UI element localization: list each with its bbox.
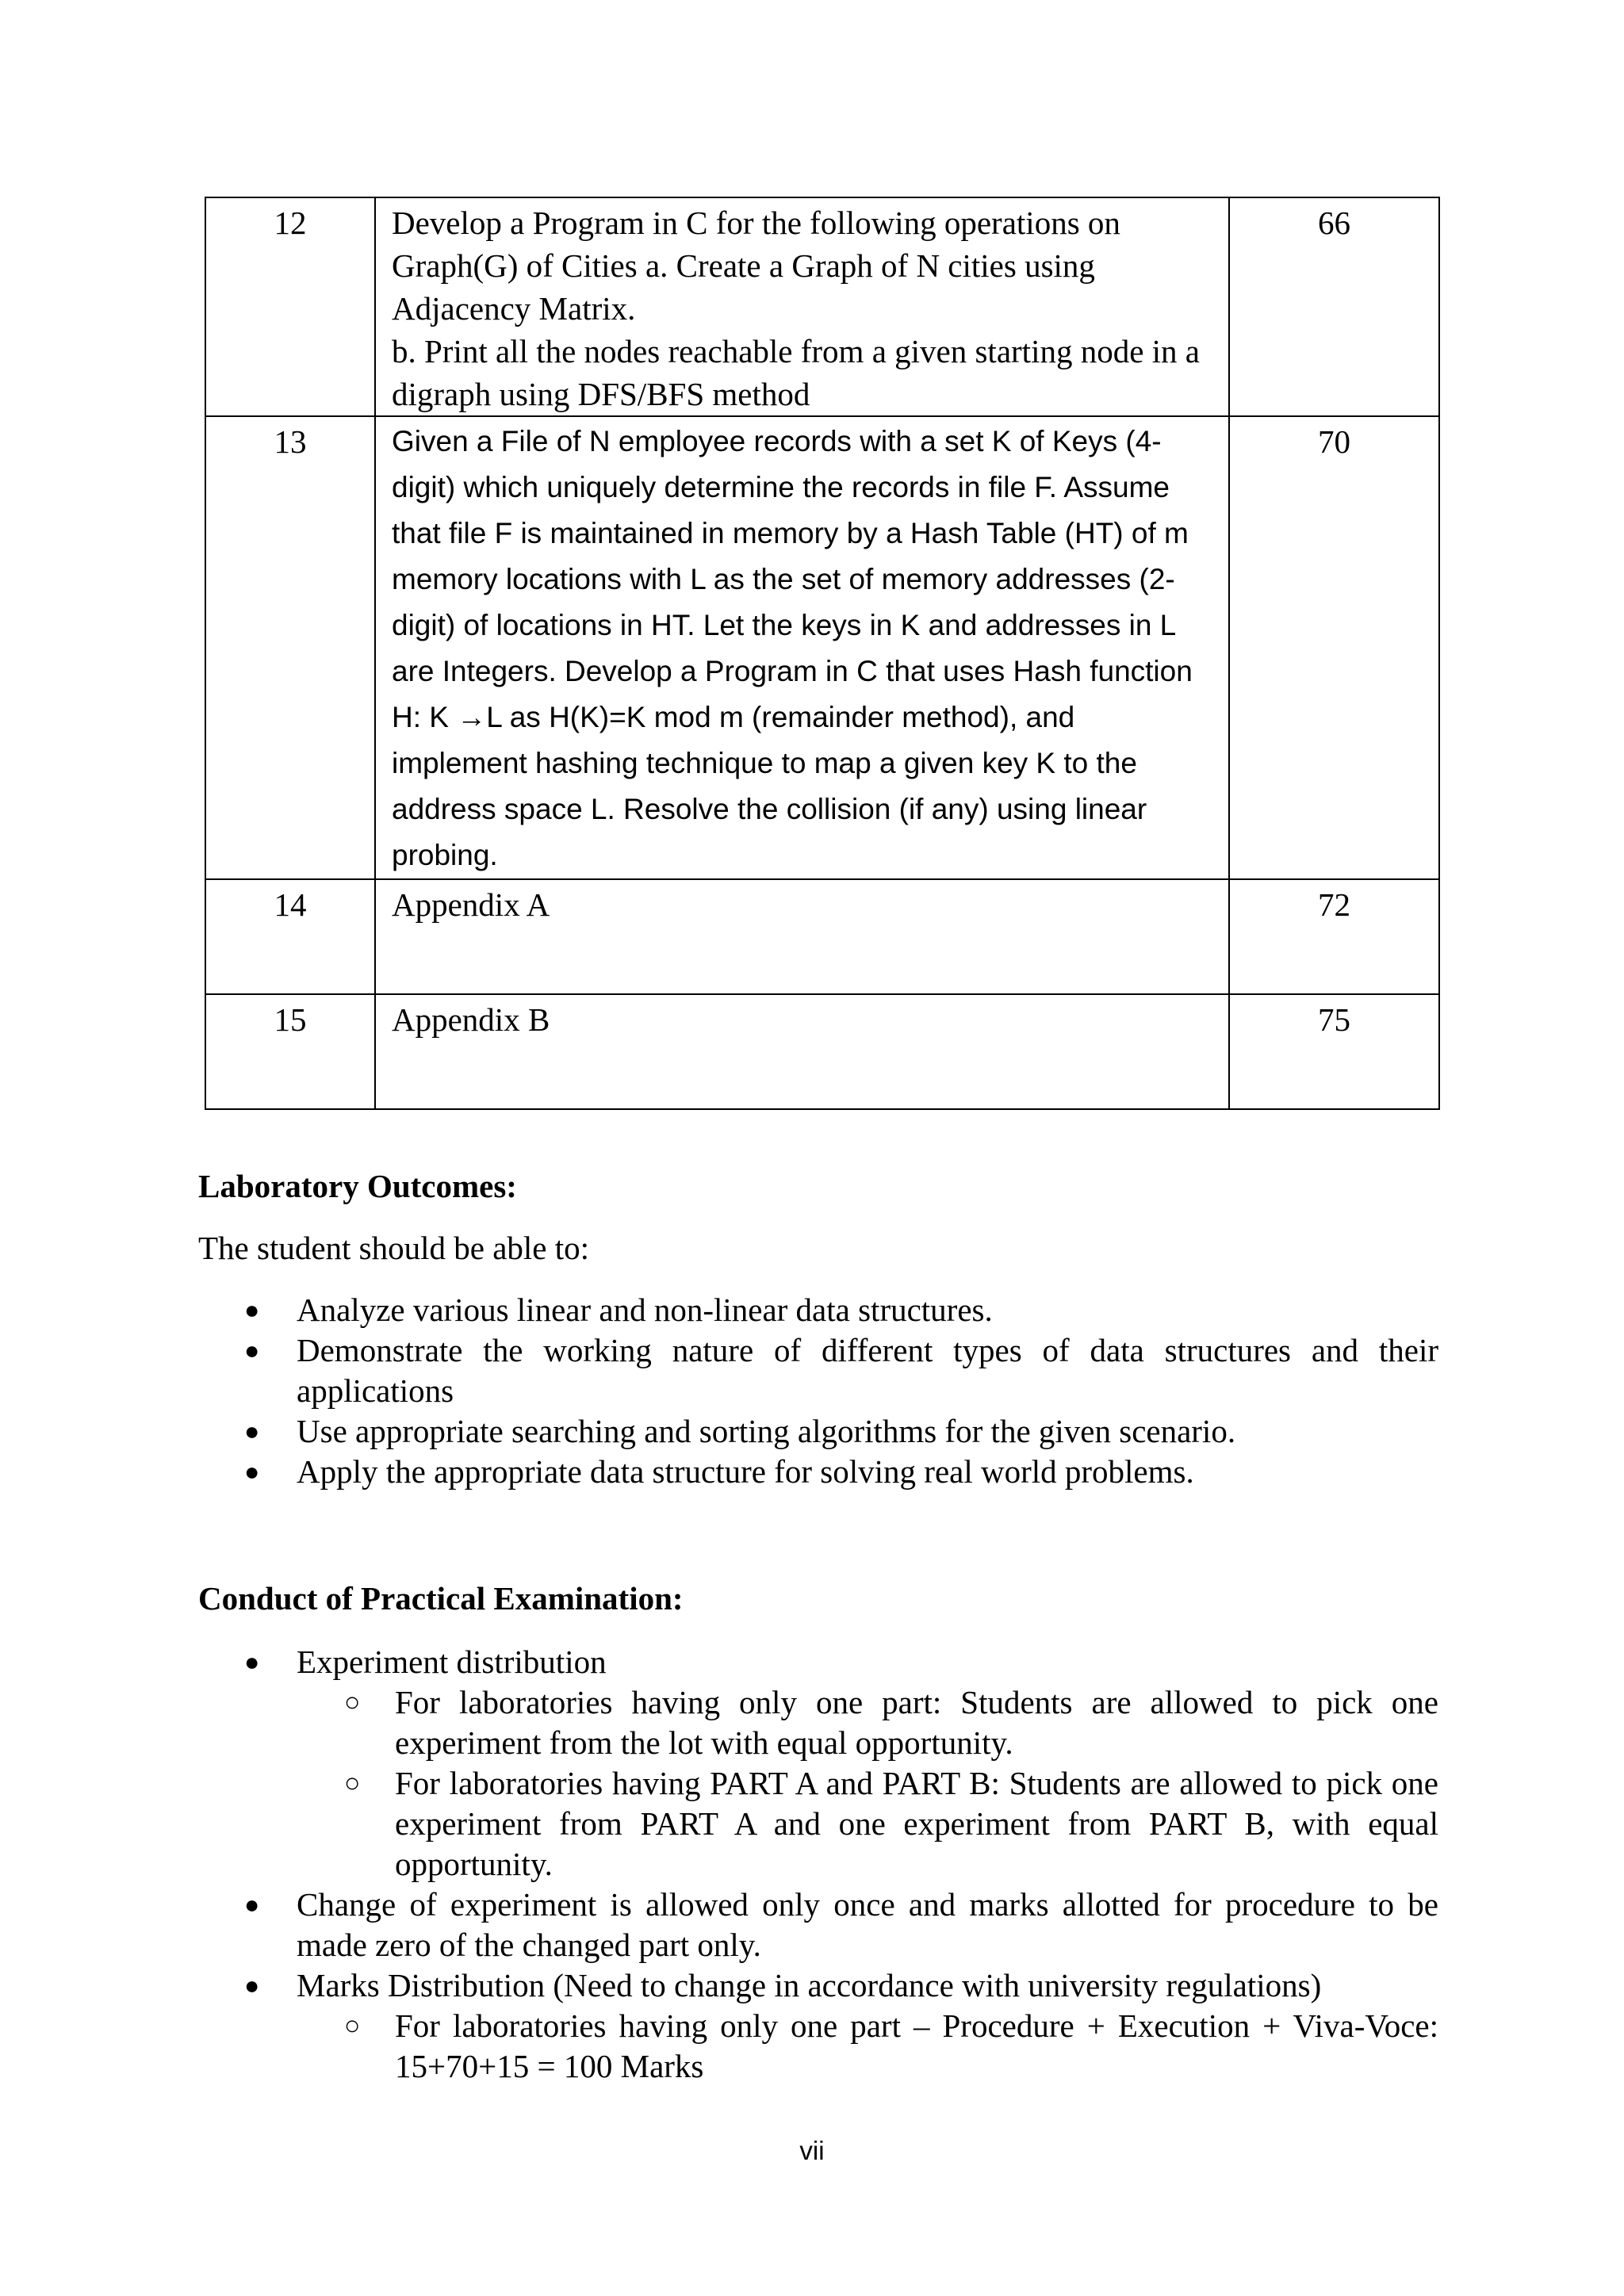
bullet-icon: ● <box>244 1417 260 1445</box>
bullet-icon: ● <box>244 1971 260 1999</box>
list-item <box>198 1642 1438 1682</box>
experiment-title: Appendix A <box>375 879 1229 994</box>
sub-bullet-icon: ○ <box>344 1769 361 1798</box>
list-item-text: Analyze various linear and non-linear data structures. <box>297 1292 993 1328</box>
conduct-list <box>198 1642 1438 2087</box>
page-reference: 66 <box>1229 197 1439 416</box>
title-line: implement hashing technique to map a given key K to the <box>392 747 1137 779</box>
title-line: address space L. Resolve the collision (if any) using linear <box>392 793 1147 825</box>
bullet-icon: ● <box>244 1457 260 1486</box>
title-line: b. Print all the nodes reachable from a given starting node in a <box>392 333 1200 369</box>
list-item-text: Use appropriate searching and sorting algorithms for the given scenario. <box>297 1413 1236 1449</box>
experiment-number: 13 <box>205 416 375 879</box>
page-number: vii <box>799 2136 825 2165</box>
sub-bullet-icon: ○ <box>344 2011 361 2041</box>
title-line: memory locations with L as the set of memory addresses (2- <box>392 563 1175 595</box>
lab-outcomes-intro: The student should be able to: <box>198 1230 590 1266</box>
list-item-text: For laboratories having PART A and PART B: Students are allowed to pick one experiment from PART A and one experiment from PART B, with equal opportunity. <box>395 1765 1438 1882</box>
sub-list-item <box>198 1763 1438 1885</box>
list-item-text: Demonstrate the working nature of different types of data structures and their applications <box>297 1332 1438 1409</box>
experiment-title <box>375 416 1229 879</box>
table-row <box>205 879 1439 994</box>
page-reference: 70 <box>1229 416 1439 879</box>
title-line: Adjacency Matrix. <box>392 290 636 327</box>
title-line: that file F is maintained in memory by a Hash Table (HT) of m <box>392 517 1189 549</box>
title-line: digit) which uniquely determine the records in file F. Assume <box>392 471 1170 503</box>
bullet-icon: ● <box>244 1336 260 1364</box>
list-item <box>198 1965 1438 2006</box>
list-item-text: Marks Distribution (Need to change in accordance with university regulations) <box>297 1967 1322 2003</box>
title-line: H: K →L as H(K)=K mod m (remainder method), and <box>392 701 1075 733</box>
page-reference: 72 <box>1229 879 1439 994</box>
contents-table <box>205 197 1440 1110</box>
experiment-number: 14 <box>205 879 375 994</box>
list-item <box>198 1290 1438 1330</box>
table-row <box>205 994 1439 1109</box>
bullet-icon: ● <box>244 1295 260 1324</box>
bullet-icon: ● <box>244 1647 260 1676</box>
title-line: probing. <box>392 839 498 871</box>
experiment-title <box>375 197 1229 416</box>
sub-bullet-icon: ○ <box>344 1688 361 1717</box>
title-line: are Integers. Develop a Program in C that uses Hash function <box>392 655 1193 687</box>
experiment-number: 12 <box>205 197 375 416</box>
list-item-text: Apply the appropriate data structure for solving real world problems. <box>297 1453 1194 1490</box>
list-item-text: For laboratories having only one part – Procedure + Execution + Viva-Voce: 15+70+15 = 100 Marks <box>395 2007 1438 2084</box>
bullet-icon: ● <box>244 1890 260 1919</box>
lab-outcomes-list <box>198 1290 1438 1492</box>
list-item <box>198 1452 1438 1492</box>
title-line: Graph(G) of Cities a. Create a Graph of N cities using <box>392 247 1095 284</box>
list-item <box>198 1885 1438 1965</box>
sub-list-item <box>198 1682 1438 1763</box>
list-item <box>198 1411 1438 1452</box>
table-row <box>205 197 1439 416</box>
conduct-heading: Conduct of Practical Examination: <box>198 1580 684 1617</box>
sub-list-item <box>198 2006 1438 2087</box>
title-line: Develop a Program in C for the following operations on <box>392 205 1120 241</box>
title-line: Given a File of N employee records with a set K of Keys (4- <box>392 425 1162 457</box>
title-line: digraph using DFS/BFS method <box>392 376 810 412</box>
lab-outcomes-heading: Laboratory Outcomes: <box>198 1168 517 1204</box>
experiment-number: 15 <box>205 994 375 1109</box>
list-item-text: For laboratories having only one part: Students are allowed to pick one experiment from the lot with equal opportunity. <box>395 1684 1438 1761</box>
list-item-text: Experiment distribution <box>297 1644 607 1680</box>
list-item <box>198 1330 1438 1411</box>
title-line: digit) of locations in HT. Let the keys in K and addresses in L <box>392 609 1177 641</box>
experiment-title: Appendix B <box>375 994 1229 1109</box>
page-reference: 75 <box>1229 994 1439 1109</box>
list-item-text: Change of experiment is allowed only once and marks allotted for procedure to be made zero of the changed part only. <box>297 1886 1438 1963</box>
table-row <box>205 416 1439 879</box>
